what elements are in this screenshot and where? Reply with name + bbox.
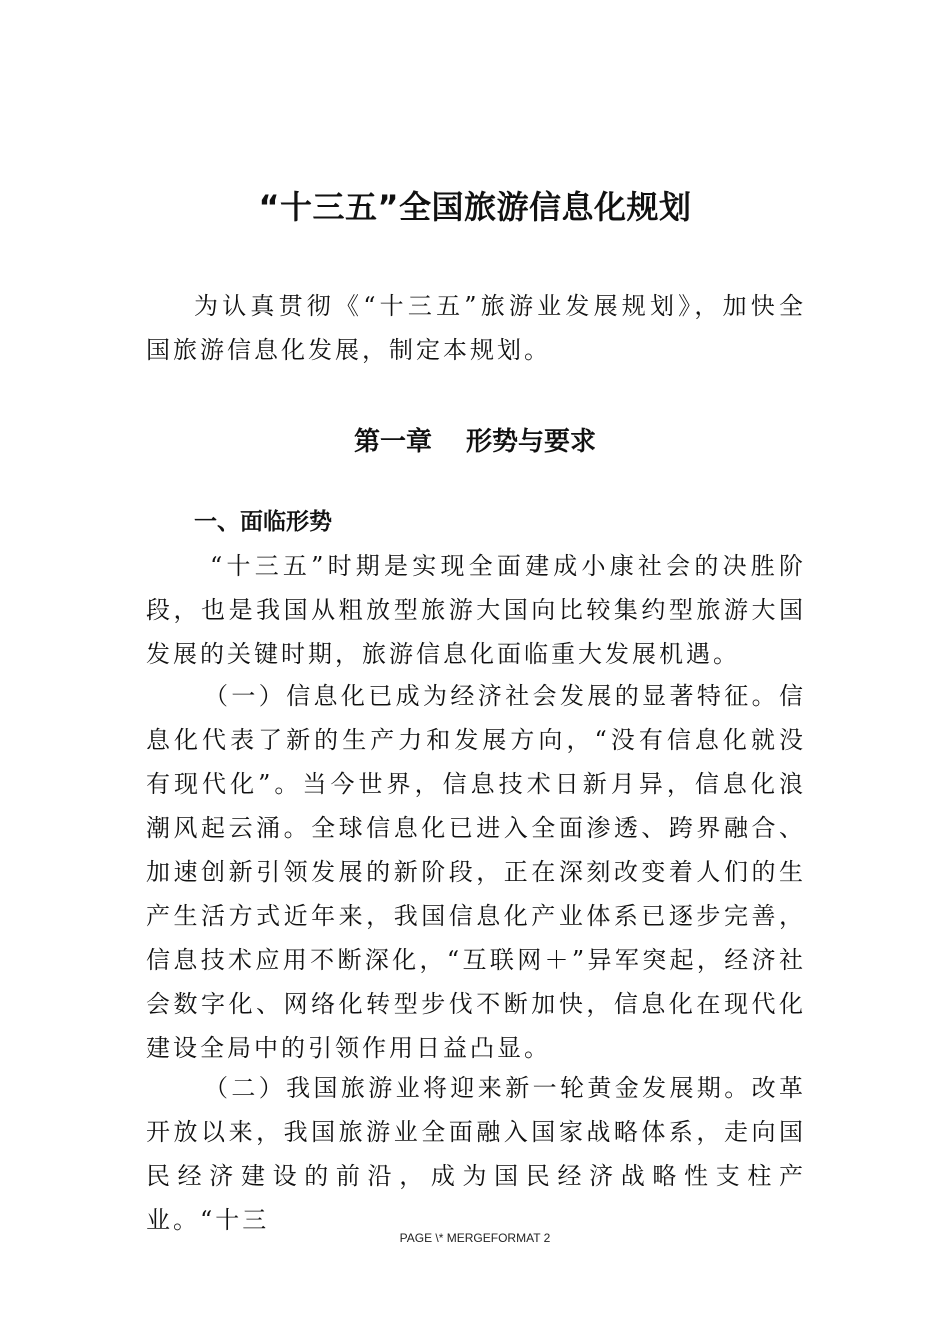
chapter-heading	[0, 420, 950, 464]
body-paragraph-2: （一）信息化已成为经济社会发展的显著特征。信息化代表了新的生产力和发展方向，“没有信息化就没有现代化”。当今世界，信息技术日新月异，信息化浪潮风起云涌。全球信息化已进入全面渗透、跨界融合、加速创新引领发展的新阶段，正在深刻改变着人们的生产生活方式近年来，我国信息化产业体系已逐步完善，信息技术应用不断深化，“互联网＋”异军突起，经济社会数字化、网络化转型步伐不断加快，信息化在现代化建设全局中的引领作用日益凸显。	[146, 682, 806, 1062]
body-paragraph-3: （二）我国旅游业将迎来新一轮黄金发展期。改革开放以来，我国旅游业全面融入国家战略体系，走向国民经济建设的前沿，成为国民经济战略性支柱产业。“十三	[146, 1074, 806, 1234]
document-title: “十三五”全国旅游信息化规划	[258, 188, 692, 226]
intro-paragraph: 为认真贯彻《“十三五”旅游业发展规划》，加快全国旅游信息化发展，制定本规划。	[146, 292, 806, 364]
chapter-number: 第一章	[353, 427, 432, 457]
section-heading: 一、面临形势	[194, 509, 332, 535]
page-footer: PAGE \* MERGEFORMAT 2	[399, 1231, 551, 1245]
body-paragraph-1: “十三五”时期是实现全面建成小康社会的决胜阶段，也是我国从粗放型旅游大国向比较集约型旅游大国发展的关键时期，旅游信息化面临重大发展机遇。	[146, 552, 806, 668]
chapter-name: 形势与要求	[466, 427, 597, 457]
